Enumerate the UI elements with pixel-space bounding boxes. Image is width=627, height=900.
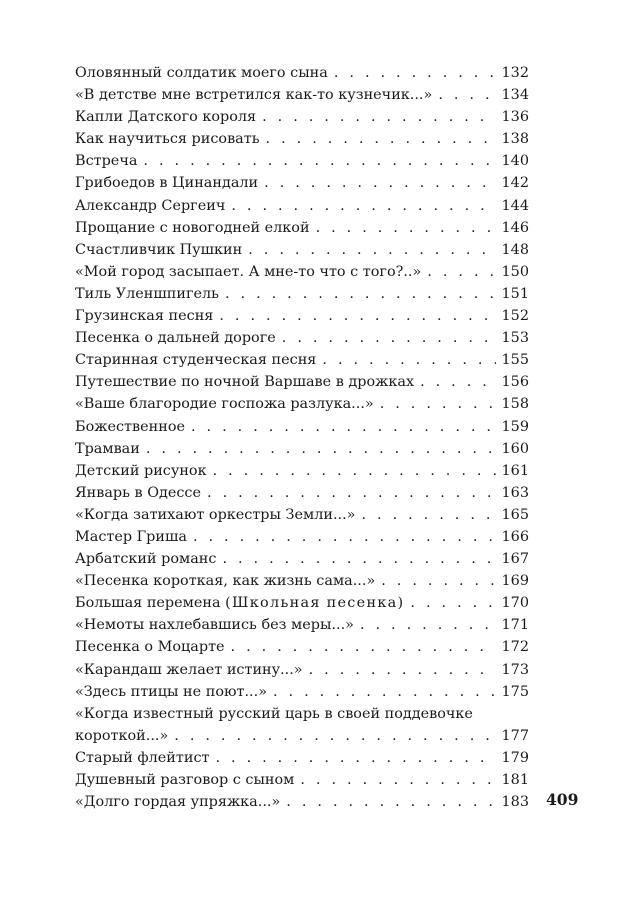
dot-leader xyxy=(334,62,496,84)
toc-entry xyxy=(75,416,529,438)
toc-entry xyxy=(75,791,529,813)
entry-title xyxy=(75,592,404,614)
dot-leader xyxy=(316,217,496,239)
entry-page-number: 161 xyxy=(501,462,529,479)
dot-leader xyxy=(174,725,495,747)
toc-entry xyxy=(75,62,529,84)
entry-title: Капли Датского короля xyxy=(75,109,257,126)
dot-leader xyxy=(309,659,496,681)
entry-title: Песенка о Моцарте xyxy=(75,639,225,656)
entry-page-number: 142 xyxy=(501,175,529,192)
entry-title: Оловянный солдатик моего сына xyxy=(75,65,328,81)
entry-page-number: 181 xyxy=(501,772,529,788)
toc-entry xyxy=(75,548,529,570)
entry-title: Тиль Уленшпигель xyxy=(75,285,219,302)
toc-entry xyxy=(75,570,529,592)
entry-page-number: 152 xyxy=(501,308,529,325)
toc-entry xyxy=(75,614,529,636)
toc-entry xyxy=(75,681,529,703)
toc-entry xyxy=(75,217,529,239)
entry-title: Божественное xyxy=(75,418,185,435)
entry-page-number: 158 xyxy=(501,396,529,413)
dot-leader xyxy=(193,526,496,548)
dot-leader xyxy=(282,327,496,349)
entry-page-number: 169 xyxy=(501,573,529,590)
dot-leader xyxy=(438,84,495,106)
entry-title: Детский рисунок xyxy=(75,462,207,479)
entry-title-line-1: «Когда известный русский царь в своей поддевочке xyxy=(75,705,473,722)
toc-entry xyxy=(75,393,529,415)
dot-leader xyxy=(381,570,495,592)
dot-leader xyxy=(420,371,495,393)
entry-title: «Немоты нахлебавшись без меры...» xyxy=(75,617,354,634)
table-of-contents xyxy=(75,62,529,813)
dot-leader xyxy=(266,128,496,150)
page-number: 409 xyxy=(546,790,579,809)
entry-page-number: 156 xyxy=(501,374,529,391)
toc-entry xyxy=(75,482,529,504)
entry-page-number: 166 xyxy=(501,528,529,545)
toc-entry xyxy=(75,592,529,614)
dot-leader xyxy=(215,747,495,769)
entry-second-line xyxy=(75,725,529,747)
entry-page-number: 155 xyxy=(501,352,529,369)
entry-page-number: 151 xyxy=(501,285,529,302)
toc-entry xyxy=(75,504,529,526)
entry-page-number: 140 xyxy=(501,153,529,170)
entry-title: Счастливчик Пушкин xyxy=(75,241,243,258)
entry-subtitle: (Школьная песенка) xyxy=(225,595,405,612)
toc-entry xyxy=(75,239,529,261)
dot-leader xyxy=(222,548,495,570)
entry-title: «Здесь птицы не поют...» xyxy=(75,683,267,700)
entry-page-number: 138 xyxy=(501,131,529,148)
toc-entry xyxy=(75,769,529,791)
dot-leader xyxy=(207,482,496,504)
dot-leader xyxy=(286,791,495,813)
entry-title: «Карандаш желает истину...» xyxy=(75,661,303,678)
entry-title: Встреча xyxy=(75,153,138,170)
dot-leader xyxy=(322,349,495,371)
dot-leader xyxy=(262,106,495,128)
entry-page-number: 160 xyxy=(501,440,529,457)
entry-title: Мастер Гриша xyxy=(75,528,187,545)
entry-title: Песенка о дальней дороге xyxy=(75,330,276,347)
entry-page-number: 134 xyxy=(501,87,529,104)
entry-page-number: 173 xyxy=(501,661,529,678)
entry-page-number: 179 xyxy=(501,749,529,766)
toc-entry-two-line xyxy=(75,703,529,747)
dot-leader xyxy=(191,416,496,438)
entry-title: Трамваи xyxy=(75,440,140,457)
entry-title: Прощание с новогодней елкой xyxy=(75,219,310,236)
toc-entry xyxy=(75,106,529,128)
toc-entry xyxy=(75,84,529,106)
entry-page-number: 177 xyxy=(501,727,529,744)
dot-leader xyxy=(219,305,495,327)
entry-page-number: 171 xyxy=(501,617,529,634)
dot-leader xyxy=(146,438,496,460)
toc-entry xyxy=(75,305,529,327)
entry-title: Старый флейтист xyxy=(75,749,210,766)
entry-page-number: 153 xyxy=(501,330,529,347)
toc-entry xyxy=(75,438,529,460)
entry-title-main: Большая перемена xyxy=(75,595,221,612)
entry-page-number: 165 xyxy=(501,506,529,523)
entry-title: Январь в Одессе xyxy=(75,484,202,501)
entry-page-number: 170 xyxy=(501,595,529,612)
toc-entry xyxy=(75,172,529,194)
dot-leader xyxy=(361,504,495,526)
toc-entry xyxy=(75,195,529,217)
entry-page-number: 144 xyxy=(501,197,529,214)
dot-leader xyxy=(248,239,495,261)
toc-entry xyxy=(75,261,529,283)
entry-page-number: 150 xyxy=(501,263,529,280)
dot-leader xyxy=(225,283,496,305)
dot-leader xyxy=(410,592,495,614)
toc-entry xyxy=(75,150,529,172)
toc-entry xyxy=(75,659,529,681)
toc-entry xyxy=(75,283,529,305)
entry-title: Александр Сергеич xyxy=(75,197,226,214)
toc-entry xyxy=(75,636,529,658)
entry-title: Путешествие по ночной Варшаве в дрожках xyxy=(75,374,415,391)
entry-page-number: 172 xyxy=(501,639,529,656)
entry-page-number: 159 xyxy=(501,418,529,435)
entry-title: Арбатский романс xyxy=(75,551,217,568)
toc-entry xyxy=(75,747,529,769)
entry-title: «Долго гордая упряжка...» xyxy=(75,794,281,811)
dot-leader xyxy=(231,636,496,658)
entry-title: «Песенка короткая, как жизнь сама...» xyxy=(75,573,376,590)
entry-page-number: 136 xyxy=(501,109,529,126)
entry-title: Грибоедов в Цинандали xyxy=(75,175,259,192)
dot-leader xyxy=(300,769,495,791)
dot-leader xyxy=(273,681,496,703)
entry-title: «В детстве мне встретился как-то кузнечик...» xyxy=(75,87,433,104)
entry-title: Как научиться рисовать xyxy=(75,131,260,148)
entry-title: Старинная студенческая песня xyxy=(75,352,317,369)
entry-page-number: 148 xyxy=(501,241,529,258)
toc-entry xyxy=(75,371,529,393)
dot-leader xyxy=(143,150,495,172)
entry-page-number: 167 xyxy=(501,551,529,568)
toc-entry xyxy=(75,128,529,150)
toc-entry xyxy=(75,327,529,349)
toc-entry xyxy=(75,349,529,371)
dot-leader xyxy=(231,195,495,217)
entry-page-number: 163 xyxy=(501,484,529,501)
entry-title-line-2: короткой...» xyxy=(75,727,169,744)
entry-title: «Мой город засыпает. А мне-то что с того?..» xyxy=(75,263,422,280)
entry-page-number: 146 xyxy=(501,219,529,236)
entry-title: «Когда затихают оркестры Земли...» xyxy=(75,506,356,523)
entry-page-number: 183 xyxy=(501,794,529,811)
toc-entry xyxy=(75,460,529,482)
entry-title: Грузинская песня xyxy=(75,308,214,325)
dot-leader xyxy=(360,614,496,636)
entry-title: «Ваше благородие госпожа разлука...» xyxy=(75,396,374,413)
dot-leader xyxy=(427,261,495,283)
dot-leader xyxy=(380,393,496,415)
entry-page-number: 132 xyxy=(501,65,529,81)
dot-leader xyxy=(264,172,495,194)
entry-title: Душевный разговор с сыном xyxy=(75,772,295,788)
entry-page-number: 175 xyxy=(501,683,529,700)
toc-entry xyxy=(75,526,529,548)
dot-leader xyxy=(213,460,496,482)
